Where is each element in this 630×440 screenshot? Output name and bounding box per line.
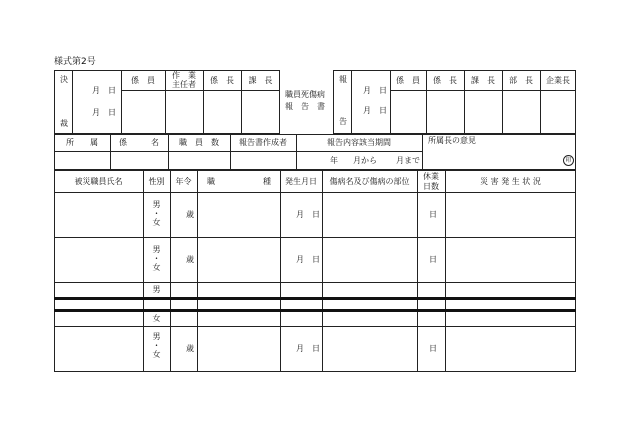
- row1-age-unit: 歳: [186, 210, 194, 219]
- row5-gender-male: 男: [152, 332, 161, 341]
- kacho-header: 課 長: [248, 76, 273, 85]
- form-number: 様式第2号: [54, 57, 96, 67]
- row1-gender-female: 女: [152, 218, 161, 227]
- table-break-line-2: [54, 309, 576, 312]
- sagyo-header-2: 主任者: [172, 80, 196, 89]
- period-from: 月から: [353, 156, 377, 165]
- row1-days-unit: 日: [429, 210, 437, 219]
- report-title-line1: 職員死傷病: [285, 90, 325, 99]
- row5-days-unit: 日: [429, 344, 437, 353]
- report-date-1: 月 日: [363, 86, 387, 95]
- report-title-line2: 報 告 書: [285, 102, 325, 111]
- iken-header: 所属長の意見: [428, 136, 476, 145]
- seal-mark: 印: [563, 155, 574, 166]
- header-kyugyo-1: 休業: [423, 172, 439, 181]
- kikan-header: 報告内容該当期間: [327, 138, 391, 147]
- shokuin-su-header: 職 員 数: [179, 138, 219, 147]
- table-break-line-1: [54, 297, 576, 300]
- houkoku-label-bottom: 告: [339, 117, 347, 126]
- row1-date: 月 日: [296, 210, 320, 219]
- report-kigyocho-header: 企業長: [546, 76, 570, 85]
- header-date: 発生月日: [285, 177, 317, 186]
- header-age: 年令: [175, 177, 192, 186]
- row3-gender-male: 男: [152, 285, 161, 294]
- header-shokushu-1: 職: [207, 177, 215, 186]
- approval-date-2: 月 日: [92, 108, 116, 117]
- row2-days-unit: 日: [429, 255, 437, 264]
- period-to: 月まで: [396, 156, 420, 165]
- report-date-2: 月 日: [363, 106, 387, 115]
- kessai-label-top: 決: [60, 75, 68, 84]
- period-year: 年: [330, 156, 338, 165]
- header-situation: 災 害 発 生 状 況: [480, 177, 541, 186]
- report-kacho-header: 課 長: [471, 76, 495, 85]
- kakari-header: 係 名: [119, 138, 159, 147]
- sagyo-header-1: 作 業: [172, 71, 196, 80]
- header-name: 被災職員氏名: [74, 177, 123, 186]
- report-kakarin-header: 係 員: [396, 76, 420, 85]
- casualty-table: [54, 170, 576, 372]
- houkoku-label-top: 報: [339, 75, 347, 84]
- row5-date: 月 日: [296, 344, 320, 353]
- header-gender: 性別: [148, 177, 165, 186]
- header-kyugyo-2: 日数: [423, 182, 439, 191]
- row1-gender-male: 男: [152, 200, 161, 209]
- row5-gender-dot: ・: [152, 341, 161, 350]
- row2-age-unit: 歳: [186, 255, 194, 264]
- header-shokushu-2: 種: [263, 177, 271, 186]
- row5-age-unit: 歳: [186, 344, 194, 353]
- report-kakaricho-header: 係 長: [433, 76, 457, 85]
- row5-gender-female: 女: [152, 350, 161, 359]
- shozoku-header: 所 属: [66, 138, 98, 147]
- approval-date-1: 月 日: [92, 86, 116, 95]
- row4-gender-female: 女: [152, 314, 161, 323]
- row1-gender-dot: ・: [152, 209, 161, 218]
- row2-gender-female: 女: [152, 263, 161, 272]
- header-injury: 傷病名及び傷病の部位: [329, 177, 410, 186]
- row2-gender-male: 男: [152, 245, 161, 254]
- kakaricho-header: 係 長: [210, 76, 234, 85]
- row2-gender-dot: ・: [152, 254, 161, 263]
- report-bucho-header: 部 長: [509, 76, 533, 85]
- kessai-label-bottom: 裁: [60, 119, 68, 128]
- kakarin-header: 係 員: [131, 76, 155, 85]
- row2-date: 月 日: [296, 255, 320, 264]
- sakuseisha-header: 報告書作成者: [239, 138, 287, 147]
